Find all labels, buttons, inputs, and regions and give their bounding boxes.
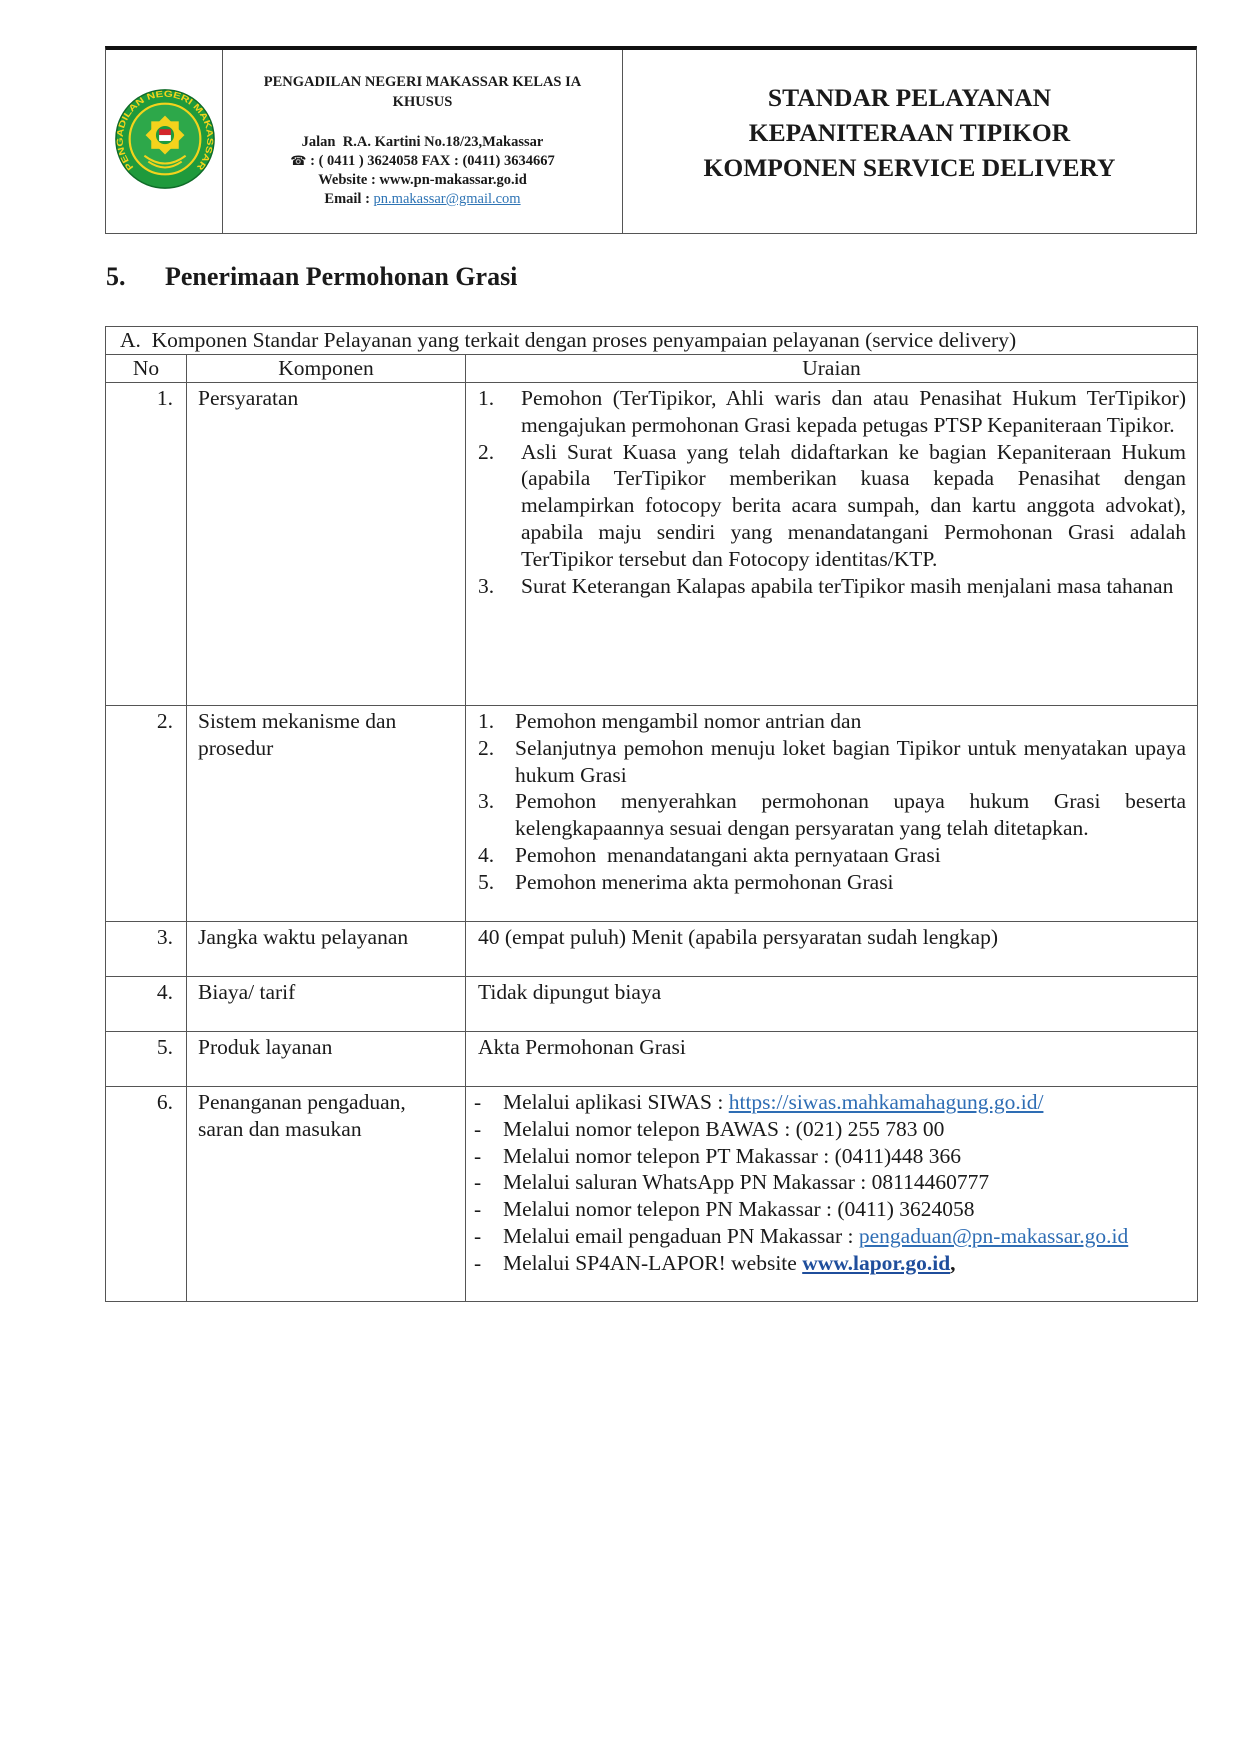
list-marker: 5. — [478, 869, 495, 894]
document-title — [623, 80, 1196, 185]
list-text: Selanjutnya pemohon menuju loket bagian Tipikor untuk menyatakan upaya hukum Grasi — [515, 735, 1192, 787]
table-row — [106, 1032, 1198, 1087]
row-component: Produk layanan — [187, 1032, 466, 1087]
court-seal-logo — [111, 85, 219, 193]
list-item — [478, 708, 1186, 735]
list-marker: 4. — [478, 842, 495, 867]
list-item — [474, 1250, 1186, 1277]
list-item — [478, 842, 1186, 869]
list-item — [478, 869, 1186, 896]
table-row — [106, 922, 1198, 977]
row-number: 6. — [106, 1087, 187, 1302]
logo-cell — [106, 50, 223, 233]
court-info-cell — [223, 50, 623, 233]
table-row — [106, 383, 1198, 706]
list-marker: 1. — [478, 386, 495, 410]
phone-icon: ☎ — [290, 154, 307, 169]
bullet-marker: - — [474, 1090, 482, 1114]
row-component: Persyaratan — [187, 383, 466, 706]
section-title: Penerimaan Permohonan Grasi — [165, 262, 518, 291]
list-text-prefix: Melalui SP4AN-LAPOR! website — [503, 1250, 803, 1275]
list-text: Melalui saluran WhatsApp PN Makassar : 08114460777 — [503, 1170, 990, 1195]
complaint-email-link[interactable]: pengaduan@pn-makassar.go.id — [858, 1223, 1129, 1248]
court-email — [223, 190, 622, 209]
seal-sun-emblem — [146, 116, 185, 155]
list-text: Pemohon menandatangani akta pernyataan Grasi — [515, 842, 941, 867]
list-marker: 3. — [478, 789, 495, 814]
bullet-marker: - — [474, 1143, 482, 1168]
row-number: 4. — [106, 977, 187, 1032]
list-item — [474, 1196, 1186, 1223]
title-line-2: KEPANITERAAN TIPIKOR — [748, 118, 1071, 147]
row-number: 3. — [106, 922, 187, 977]
court-contact — [223, 133, 622, 209]
list-text: Melalui nomor telepon BAWAS : (021) 255 783 00 — [503, 1116, 945, 1141]
service-standard-table — [105, 326, 1198, 1302]
row-description: Tidak dipungut biaya — [466, 977, 1198, 1032]
column-header-component: Komponen — [187, 355, 466, 383]
list-text-suffix: , — [950, 1250, 956, 1275]
list-text-prefix: Melalui email pengaduan PN Makassar : — [503, 1223, 859, 1248]
court-name-line1: PENGADILAN NEGERI MAKASSAR KELAS IA — [263, 74, 582, 90]
lapor-link[interactable]: www.lapor.go.id — [802, 1250, 951, 1275]
table-row — [106, 706, 1198, 922]
column-header-description: Uraian — [466, 355, 1198, 383]
list-marker: 3. — [478, 573, 495, 598]
section-number: 5. — [106, 262, 126, 291]
court-phone — [223, 152, 622, 171]
list-text: Pemohon mengambil nomor antrian dan — [515, 709, 862, 733]
row-component: Sistem mekanisme dan prosedur — [187, 706, 466, 922]
table-row — [106, 977, 1198, 1032]
list-marker: 2. — [478, 735, 495, 760]
row-description: Akta Permohonan Grasi — [466, 1032, 1198, 1087]
court-phone-text: : ( 0411 ) 3624058 FAX : (0411) 3634667 — [306, 153, 555, 169]
bullet-marker: - — [474, 1197, 482, 1222]
row-component: Biaya/ tarif — [187, 977, 466, 1032]
table-caption: A. Komponen Standar Pelayanan yang terkait dengan proses penyampaian pelayanan (service delivery) — [106, 327, 1198, 355]
letterhead — [105, 46, 1197, 234]
list-text — [503, 1223, 1186, 1250]
row-description — [466, 706, 1198, 922]
bullet-marker: - — [474, 1116, 482, 1141]
list-text: Melalui nomor telepon PT Makassar : (0411)448 366 — [503, 1143, 961, 1168]
bullet-marker: - — [474, 1223, 482, 1248]
list-item — [478, 573, 1186, 600]
list-item — [474, 1089, 1186, 1116]
list-item — [478, 439, 1192, 573]
bullet-marker: - — [474, 1170, 482, 1195]
row-description — [466, 1087, 1198, 1302]
bullet-marker: - — [474, 1250, 482, 1275]
row-description — [466, 383, 1198, 706]
list-item — [478, 385, 1192, 439]
email-link[interactable]: pn.makassar@gmail.com — [373, 191, 521, 207]
list-marker: 1. — [478, 709, 495, 733]
list-text-prefix: Melalui aplikasi SIWAS : — [503, 1090, 729, 1114]
table-header-row — [106, 355, 1198, 383]
court-address: Jalan R.A. Kartini No.18/23,Makassar — [301, 134, 544, 150]
list-text: Pemohon menerima akta permohonan Grasi — [515, 869, 894, 894]
title-line-1: STANDAR PELAYANAN — [767, 83, 1052, 112]
seal-lettering: PENGADILAN NEGERI MAKASSAR — [114, 88, 216, 173]
list-item — [474, 1169, 1186, 1196]
row-number: 5. — [106, 1032, 187, 1087]
list-item — [474, 1143, 1186, 1170]
table-row — [106, 1087, 1198, 1302]
row-number: 1. — [106, 383, 187, 706]
row-number: 2. — [106, 706, 187, 922]
court-name — [223, 72, 622, 112]
row-component: Penanganan pengaduan, saran dan masukan — [187, 1087, 466, 1302]
list-item — [474, 1116, 1186, 1143]
list-text — [503, 1250, 1186, 1277]
table-caption-row — [106, 327, 1198, 355]
row-component: Jangka waktu pelayanan — [187, 922, 466, 977]
court-website: Website : www.pn-makassar.go.id — [318, 172, 527, 188]
column-header-no: No — [106, 355, 187, 383]
row-description: 40 (empat puluh) Menit (apabila persyaratan sudah lengkap) — [466, 922, 1198, 977]
siwas-link[interactable]: https://siwas.mahkamahagung.go.id/ — [728, 1090, 1044, 1114]
list-item — [478, 735, 1192, 789]
email-label: Email : — [324, 191, 374, 207]
list-text: Pemohon (TerTipikor, Ahli waris dan atau Penasihat Hukum TerTipikor) mengajukan permohonan Grasi kepada petugas PTSP Kepaniteraan Tipikor. — [521, 386, 1192, 437]
list-text: Pemohon menyerahkan permohonan upaya hukum Grasi beserta kelengkapaannya sesuai dengan persyaratan yang telah ditetapkan. — [515, 789, 1192, 841]
document-title-cell — [623, 50, 1196, 233]
list-text: Surat Keterangan Kalapas apabila terTipikor masih menjalani masa tahanan — [521, 573, 1174, 598]
list-text: Asli Surat Kuasa yang telah didaftarkan ke bagian Kepaniteraan Hukum (apabila TerTipikor memberikan kuasa kepada Penasihat dengan melampirkan fotocopy berita acara sumpah, dan kartu anggota advokat), apabila maju sendiri yang menandatangani Permohonan Grasi adalah TerTipikor tersebut dan Fotocopy identitas/KTP. — [521, 439, 1192, 571]
list-item — [474, 1223, 1186, 1250]
list-text: Melalui nomor telepon PN Makassar : (0411) 3624058 — [503, 1197, 975, 1222]
court-name-line2: KHUSUS — [392, 94, 453, 110]
list-item — [478, 788, 1192, 842]
list-marker: 2. — [478, 439, 495, 464]
list-text — [503, 1089, 1186, 1116]
title-line-3: KOMPONEN SERVICE DELIVERY — [703, 153, 1116, 182]
